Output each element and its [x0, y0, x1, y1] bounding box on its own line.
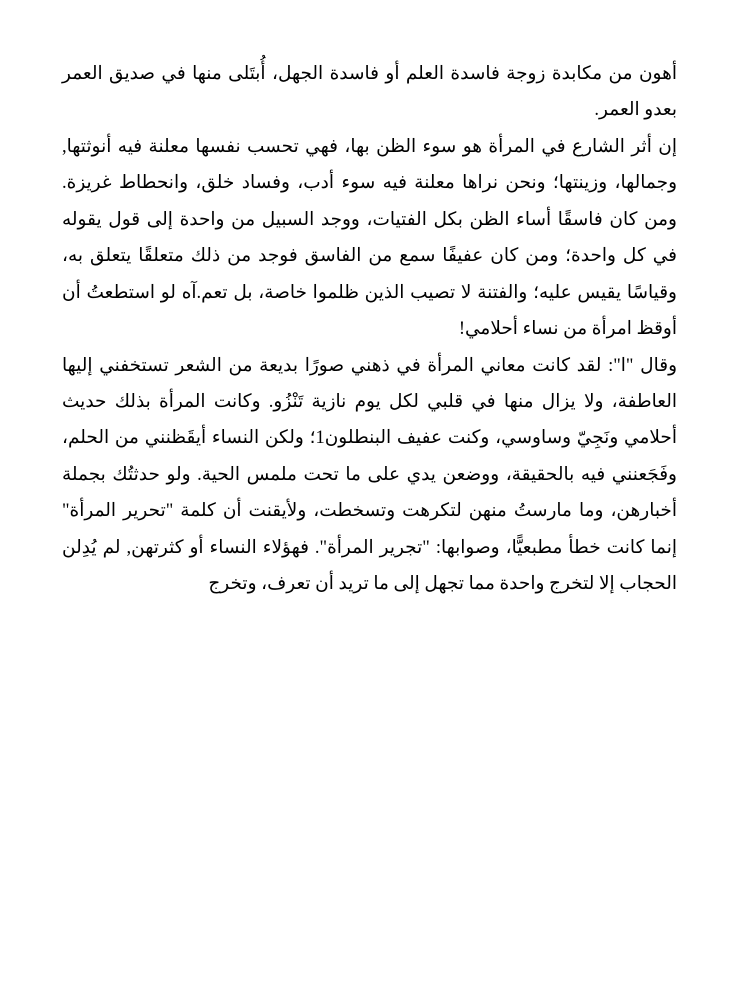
paragraph-1: أهون من مكابدة زوجة فاسدة العلم أو فاسدة الجهل، أُبتَلى منها في صديق العمر بعدو العمر.: [62, 64, 677, 121]
paragraph-2: إن أثر الشارع في المرأة هو سوء الظن بها، فهي تحسب نفسها معلنة فيه أنوثتها, وجمالها، وزينتها؛ ونحن نراها معلنة فيه سوء أدب، وفساد خلق، وانحطاط غريزة. ومن كان فاسقًا أساء الظن بكل الفتيات، ووجد السبيل من واحدة إلى قول يقوله في كل واحدة؛ ومن كان عفيفًا سمع من الفاسق فوجد من ذلك متعلقًا يتعلق به، وقياسًا يقيس عليه؛ والفتنة لا تصيب الذين ظلموا خاصة، بل تعم.آه لو استطعتُ أن أوقظ امرأة من نساء أحلامي!: [62, 136, 677, 340]
paragraph-3: وقال "ا": لقد كانت معاني المرأة في ذهني صورًا بديعة من الشعر تستخفني إليها العاطفة، ولا يزال منها في قلبي لكل يوم نازية تَنْزُو. وكانت المرأة بذلك حديث أحلامي ونَجِيّ وساوسي، وكنت عفيف البنطلون1؛ ولكن النساء أيقَظنني من الحلم، وفَجَعنني فيه بالحقيقة، ووضعن يدي على ما تحت ملمس الحية. ولو حدثتُك بجملة أخبارهن، وما مارستُ منهن لتكرهت وتسخطت، ولأيقنت أن كلمة "تحرير المرأة" إنما كانت خطأ مطبعيًّا، وصوابها: "تجرير المرأة". فهؤلاء النساء أو كثرتهن, لم يُدِلن الحجاب إلا لتخرج واحدة مما تجهل إلى ما تريد أن تعرف، وتخرج: [62, 355, 677, 595]
document-body: [62, 56, 677, 603]
